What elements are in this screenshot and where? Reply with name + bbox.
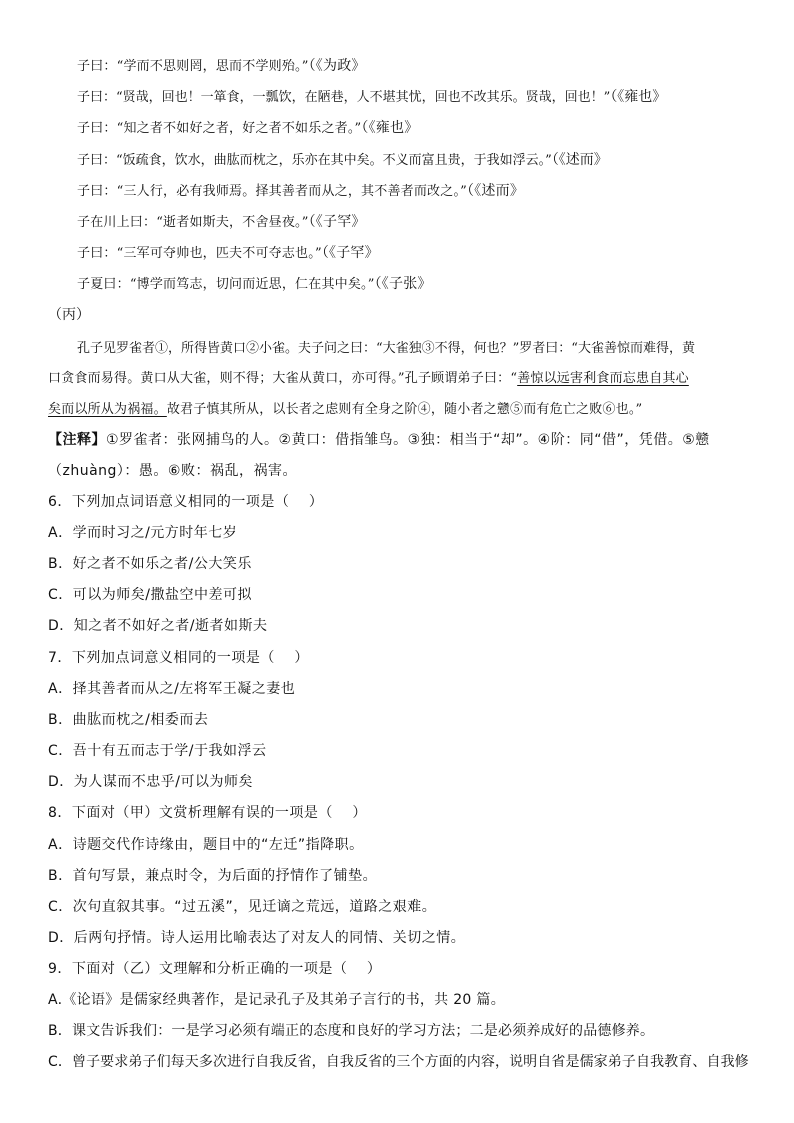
quote-line [77, 55, 366, 75]
quote-source: （《子罕》 [321, 245, 379, 261]
underlined-sentence: 善惊以远害利食而忘患自其心 [517, 371, 689, 386]
quote-source: （《为政》 [308, 58, 366, 74]
notes-label: 【注释】 [48, 432, 106, 448]
question-option: D．为人谋而不忠乎/可以为师矣 [48, 774, 253, 790]
question-stem: 9．下面对（乙）文理解和分析正确的一项是（ ） [48, 961, 382, 977]
quote-text: “三军可夺帅也，匹夫不可夺志也。” [116, 246, 322, 261]
quote-line [77, 273, 432, 293]
quote-text: “逝者如斯夫，不舍昼夜。” [156, 215, 309, 230]
quote-text: “三人行，必有我师焉。择其善者而从之，其不善者而改之。” [116, 184, 468, 199]
underlined-sentence: 矣而以所从为祸福。 [48, 402, 167, 417]
quote-source: （《雍也》 [361, 120, 419, 136]
notes-line: （zhuàng）：愚。⑥败：祸乱，祸害。 [48, 463, 297, 479]
question-option: C．曾子要求弟子们每天多次进行自我反省，自我反省的三个方面的内容，说明自省是儒家弟子自我教育、自我修 [48, 1054, 749, 1070]
question-option: B．曲肱而枕之/相委而去 [48, 712, 209, 728]
quote-speaker: 子在川上曰： [77, 215, 157, 230]
question-stem: 8．下面对（甲）文赏析理解有误的一项是（ ） [48, 805, 367, 821]
passage-line: 孔子见罗雀者①，所得皆黄口②小雀。夫子问之曰：“大雀独③不得，何也？”罗者曰：“大雀善惊而难得，黄 [77, 341, 695, 356]
quote-source: （《子张》 [374, 276, 432, 292]
quote-text: “贤哉，回也！一箪食，一瓢饮，在陋巷，人不堪其忧，回也不改其乐。贤哉，回也！” [116, 90, 611, 105]
quote-speaker: 子曰： [77, 246, 117, 261]
quote-line [77, 86, 666, 106]
question-option: B．好之者不如乐之者/公大笑乐 [48, 556, 252, 572]
quote-source: （《子罕》 [308, 214, 366, 230]
quote-speaker: 子夏曰： [77, 277, 130, 292]
quote-line [77, 211, 366, 231]
question-option: C．可以为师矣/撒盐空中差可拟 [48, 587, 252, 603]
quote-source: （《述而》 [551, 152, 608, 168]
question-stem: 6．下列加点词语意义相同的一项是（ ） [48, 494, 324, 510]
passage-line [48, 367, 689, 386]
quote-line [77, 149, 608, 169]
quote-line [77, 242, 379, 262]
quote-source: （《雍也》 [610, 89, 667, 105]
passage-text: 故君子慎其所从，以长者之虑则有全身之阶④，随小者之戆⑤而有危亡之败⑥也。” [166, 402, 643, 417]
question-option: A．学而时习之/元方时年七岁 [48, 525, 238, 541]
question-option: B．首句写景，兼点时令，为后面的抒情作了铺垫。 [48, 868, 378, 884]
quote-speaker: 子曰： [77, 59, 117, 74]
passage-text: 口贪食而易得。黄口从大雀，则不得；大雀从黄口，亦可得。”孔子顾谓弟子曰：“ [48, 371, 518, 386]
quote-text: “学而不思则罔，思而不学则殆。” [116, 59, 309, 74]
quote-speaker: 子曰： [77, 184, 117, 199]
quote-speaker: 子曰： [77, 90, 117, 105]
quote-line [77, 117, 418, 137]
question-stem: 7．下列加点词意义相同的一项是（ ） [48, 650, 309, 666]
question-option: A．择其善者而从之/左将军王凝之妻也 [48, 681, 296, 697]
quote-text: “博学而笃志，切问而近思，仁在其中矣。” [129, 277, 375, 292]
question-option: A.《论语》是儒家经典著作，是记录孔子及其弟子言行的书，共 20 篇。 [48, 992, 505, 1008]
quote-source: （《述而》 [467, 183, 525, 199]
quote-speaker: 子曰： [77, 121, 117, 136]
quote-text: “知之者不如好之者，好之者不如乐之者。” [116, 121, 362, 136]
question-option: B．课文告诉我们：一是学习必须有端正的态度和良好的学习方法；二是必须养成好的品德修养。 [48, 1023, 655, 1039]
question-option: C．吾十有五而志于学/于我如浮云 [48, 743, 267, 759]
passage-line [48, 398, 642, 417]
quote-line [77, 180, 524, 200]
notes-text: ①罗雀者：张网捕鸟的人。②黄口：借指雏鸟。③独：相当于“却”。④阶：同“借”，凭借。⑤戆 [106, 432, 710, 448]
question-option: A．诗题交代作诗缘由，题目中的“左迁”指降职。 [48, 837, 364, 853]
question-option: D．后两句抒情。诗人运用比喻表达了对友人的同情、关切之情。 [48, 930, 466, 946]
question-option: D．知之者不如好之者/逝者如斯夫 [48, 618, 268, 634]
question-option: C．次句直叙其事。“过五溪”，见迁谪之荒远，道路之艰难。 [48, 899, 437, 915]
notes-line [48, 429, 710, 449]
section-label: （丙） [48, 307, 90, 323]
quote-speaker: 子曰： [77, 153, 117, 168]
quote-text: “饭疏食，饮水，曲肱而枕之，乐亦在其中矣。不义而富且贵，于我如浮云。” [116, 153, 552, 168]
